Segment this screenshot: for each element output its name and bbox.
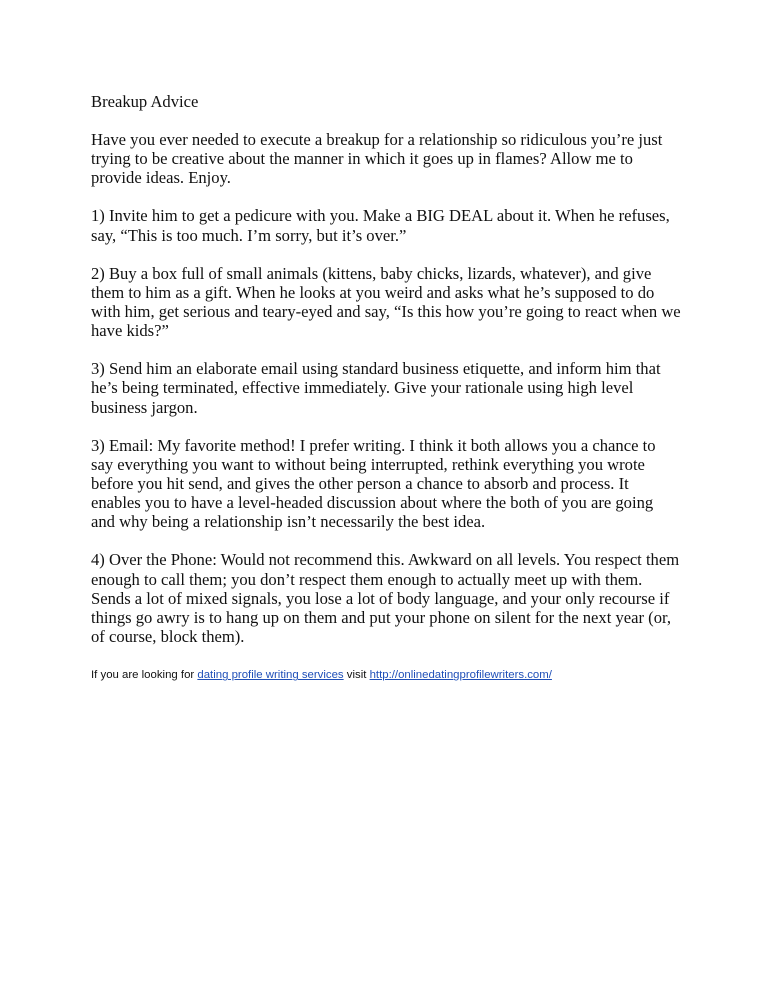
website-link[interactable]: http://onlinedatingprofilewriters.com/ [369,669,552,682]
footer-line [91,668,681,683]
footer-prefix: If you are looking for [91,669,198,682]
dating-services-link[interactable]: dating profile writing services [197,669,344,682]
footer-middle: visit [343,669,370,682]
document-title: Breakup Advice [91,92,199,111]
advice-item-phone: 4) Over the Phone: Would not recommend this. Awkward on all levels. You respect them enough to call them; you don’t respect them enough to actually meet up with them. Sends a lot of mixed signals, you lose a lot of body language, and your only recourse if things go awry is to hang up on them and put your phone on silent for the next year (or, of course, block them). [91,550,680,647]
advice-item-email: 3) Email: My favorite method! I prefer writing. I think it both allows you a chance to say everything you want to without being interrupted, rethink everything you wrote before you hit send, and gives the other person a chance to absorb and process. It enables you to have a level-headed discussion about where the both of you are going and why being a relationship isn’t necessarily the best idea. [91,435,656,532]
advice-item-1: 1) Invite him to get a pedicure with you. Make a BIG DEAL about it. When he refuses, say, “This is too much. I’m sorry, but it’s over.” [91,206,670,245]
advice-item-3: 3) Send him an elaborate email using standard business etiquette, and inform him that he’s being terminated, effective immediately. Give your rationale using high level business jargon. [91,359,661,417]
advice-item-2: 2) Buy a box full of small animals (kittens, baby chicks, lizards, whatever), and give them to him as a gift. When he looks at you weird and asks what he’s supposed to do with him, get serious and teary-eyed and say, “Is this how you’re going to react when we have kids?” [91,263,681,341]
intro-paragraph: Have you ever needed to execute a breakup for a relationship so ridiculous you’re just trying to be creative about the manner in which it goes up in flames? Allow me to provide ideas. Enjoy. [91,130,663,188]
document-body [91,92,681,683]
